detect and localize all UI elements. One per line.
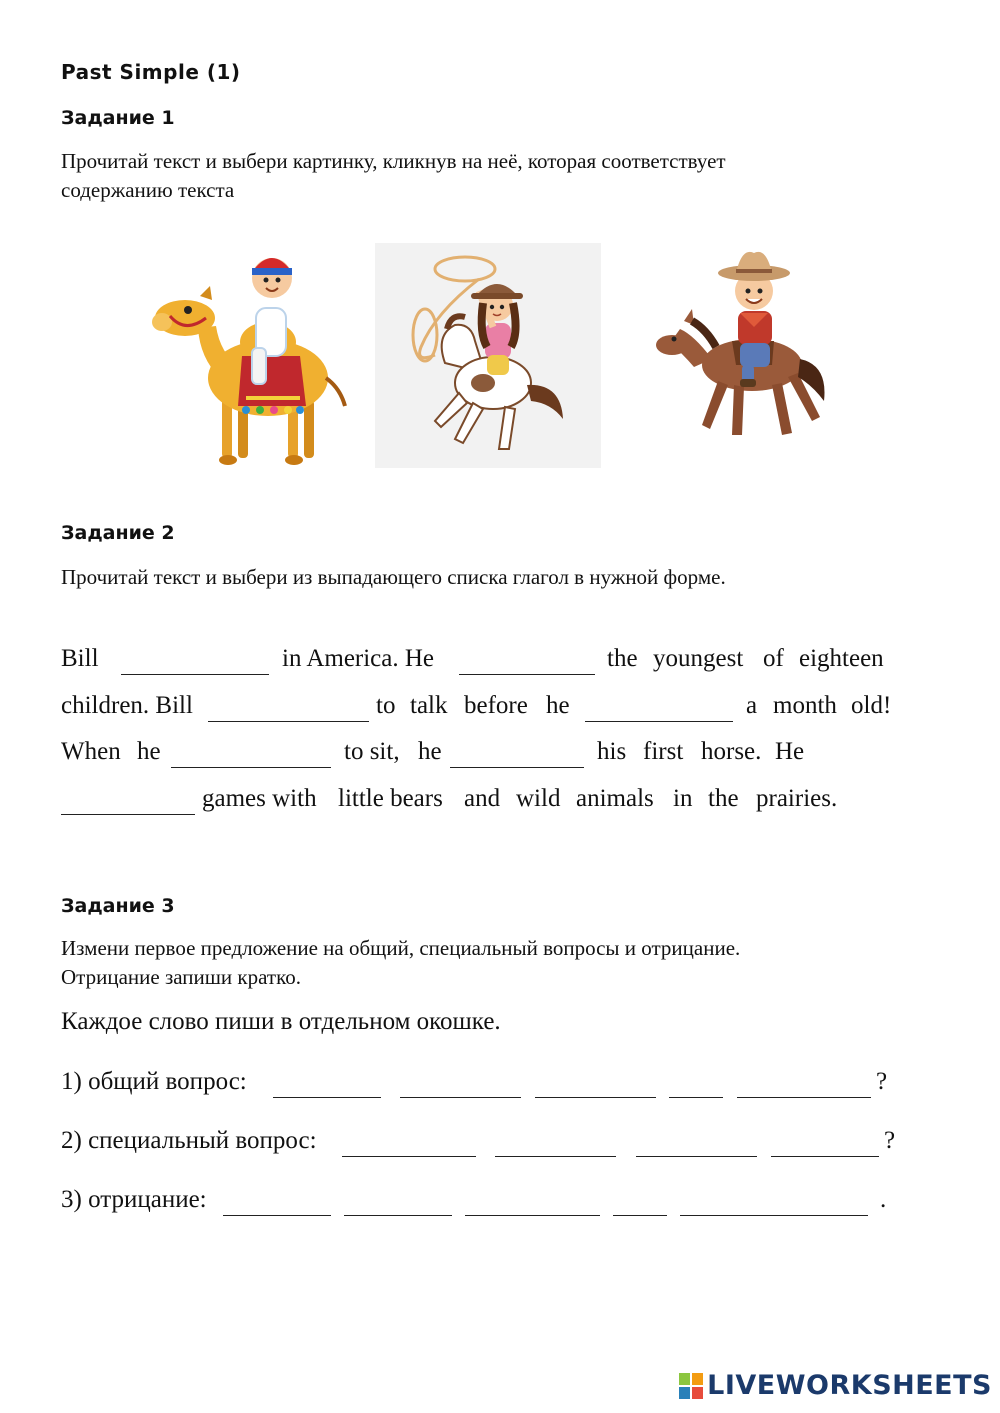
q1-blank-4[interactable] bbox=[669, 1077, 723, 1098]
q3-blank-2[interactable] bbox=[344, 1195, 452, 1216]
cowgirl-lasso-icon bbox=[375, 243, 601, 468]
task3-instruction bbox=[61, 934, 740, 992]
answer-blank-7[interactable] bbox=[61, 794, 195, 815]
question-label-1: 1) общий вопрос: bbox=[61, 1068, 247, 1095]
word: he bbox=[418, 738, 442, 765]
q1-blank-2[interactable] bbox=[400, 1077, 521, 1098]
liveworksheets-logo-text: LIVEWORKSHEETS bbox=[707, 1370, 992, 1401]
task2-instruction: Прочитай текст и выбери из выпадающего списка глагол в нужной форме. bbox=[61, 565, 726, 589]
task2-heading: Задание 2 bbox=[61, 522, 175, 544]
answer-blank-4[interactable] bbox=[585, 701, 733, 722]
q1-blank-3[interactable] bbox=[535, 1077, 656, 1098]
word: in America. He bbox=[282, 645, 435, 672]
word: games with bbox=[202, 785, 317, 812]
question-label-2: 2) специальный вопрос: bbox=[61, 1127, 317, 1154]
word: a bbox=[746, 692, 758, 719]
task1-heading: Задание 1 bbox=[61, 107, 175, 129]
task3-note: Каждое слово пиши в отдельном окошке. bbox=[61, 1008, 501, 1035]
word: the bbox=[708, 785, 739, 812]
task1-instruction-line2: содержанию текста bbox=[61, 178, 235, 202]
answer-blank-3[interactable] bbox=[208, 701, 369, 722]
word: before bbox=[464, 692, 528, 719]
word: his bbox=[597, 738, 627, 765]
word: Bill bbox=[61, 645, 99, 672]
task1-instruction bbox=[61, 147, 726, 205]
q3-blank-4[interactable] bbox=[613, 1195, 667, 1216]
answer-blank-1[interactable] bbox=[121, 654, 269, 675]
word: When bbox=[61, 738, 121, 765]
cowgirl-lasso-picture[interactable] bbox=[375, 243, 601, 468]
word: in bbox=[673, 785, 693, 812]
task1-instruction-line1: Прочитай текст и выбери картинку, кликнув на неё, которая соответствует bbox=[61, 149, 726, 173]
word: youngest bbox=[653, 645, 744, 672]
word: wild bbox=[516, 785, 561, 812]
question-row-2 bbox=[61, 1127, 921, 1161]
word: children. Bill bbox=[61, 692, 193, 719]
task3-heading: Задание 3 bbox=[61, 895, 175, 917]
liveworksheets-logo-icon bbox=[679, 1373, 703, 1399]
word: eighteen bbox=[799, 645, 884, 672]
word: month bbox=[773, 692, 837, 719]
word: old! bbox=[851, 692, 892, 719]
q2-blank-3[interactable] bbox=[636, 1136, 757, 1157]
word: the bbox=[607, 645, 638, 672]
word: little bears bbox=[338, 785, 443, 812]
q2-end-mark: ? bbox=[884, 1127, 896, 1154]
task3-instruction-line1: Измени первое предложение на общий, специальный вопросы и отрицание. bbox=[61, 936, 741, 960]
q1-blank-1[interactable] bbox=[273, 1077, 381, 1098]
question-label-3: 3) отрицание: bbox=[61, 1186, 207, 1213]
question-row-1 bbox=[61, 1068, 921, 1102]
q1-blank-5[interactable] bbox=[737, 1077, 871, 1098]
q2-blank-2[interactable] bbox=[495, 1136, 616, 1157]
answer-blank-2[interactable] bbox=[459, 654, 595, 675]
q2-blank-4[interactable] bbox=[771, 1136, 879, 1157]
word: to sit, bbox=[344, 738, 400, 765]
q1-end-mark: ? bbox=[876, 1068, 888, 1095]
camel-rider-icon bbox=[140, 238, 360, 470]
word: animals bbox=[576, 785, 654, 812]
q3-blank-3[interactable] bbox=[465, 1195, 600, 1216]
answer-blank-5[interactable] bbox=[171, 747, 331, 768]
question-row-3 bbox=[61, 1186, 921, 1220]
word: of bbox=[763, 645, 784, 672]
word: horse. bbox=[701, 738, 762, 765]
q3-end-mark: . bbox=[880, 1186, 887, 1213]
task3-instruction-line2: Отрицание запиши кратко. bbox=[61, 965, 301, 989]
word: prairies. bbox=[756, 785, 838, 812]
answer-blank-6[interactable] bbox=[450, 747, 584, 768]
word: he bbox=[137, 738, 161, 765]
task2-paragraph bbox=[61, 645, 891, 835]
cowboy-horse-picture[interactable] bbox=[632, 225, 860, 468]
word: and bbox=[464, 785, 501, 812]
word: he bbox=[546, 692, 570, 719]
word: talk bbox=[410, 692, 448, 719]
word: first bbox=[643, 738, 684, 765]
q2-blank-1[interactable] bbox=[342, 1136, 476, 1157]
q3-blank-1[interactable] bbox=[223, 1195, 331, 1216]
liveworksheets-logo bbox=[679, 1370, 992, 1401]
camel-rider-picture[interactable] bbox=[140, 238, 360, 470]
page-title: Past Simple (1) bbox=[61, 60, 241, 84]
word: to bbox=[376, 692, 396, 719]
word: He bbox=[775, 738, 805, 765]
cowboy-horse-icon bbox=[632, 225, 860, 468]
q3-blank-5[interactable] bbox=[680, 1195, 868, 1216]
